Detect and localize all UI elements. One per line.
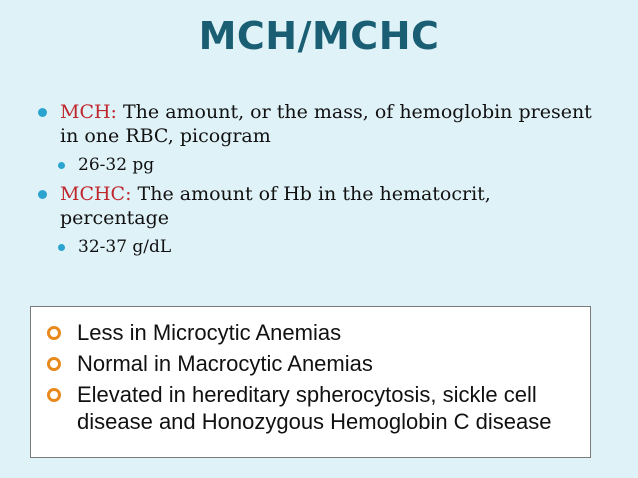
ring-bullet-icon	[47, 388, 61, 402]
box-item-text: Less in Microcytic Anemias	[77, 320, 342, 345]
bullet-text: The amount, or the mass, of hemoglobin present in one RBC, picogram	[60, 101, 592, 147]
bullet-dot-icon	[38, 108, 47, 117]
ring-bullet-icon	[47, 357, 61, 371]
bullet-term: MCH:	[60, 101, 117, 123]
bullet-text: The amount of Hb in the hematocrit, percentage	[60, 183, 491, 229]
box-item	[45, 350, 580, 377]
bullet-dot-icon	[38, 190, 47, 199]
box-item	[45, 319, 580, 346]
sub-bullet-text: 26-32 pg	[78, 155, 155, 175]
box-item	[45, 381, 580, 435]
sub-bullet-mchc-range	[58, 236, 598, 258]
sub-bullet-dot-icon	[58, 162, 65, 169]
box-item-text: Normal in Macrocytic Anemias	[77, 351, 373, 376]
slide-title: MCH/MCHC	[198, 14, 440, 58]
bullet-mch	[38, 100, 598, 148]
notes-box	[30, 306, 591, 458]
sub-bullet-text: 32-37 g/dL	[78, 237, 172, 257]
sub-bullet-dot-icon	[58, 244, 65, 251]
bullet-list	[38, 100, 598, 264]
bullet-term: MCHC:	[60, 183, 132, 205]
sub-bullet-mch-range	[58, 154, 598, 176]
ring-bullet-icon	[47, 326, 61, 340]
box-item-text: Elevated in hereditary spherocytosis, sickle cell disease and Honozygous Hemoglobin C disease	[77, 382, 552, 434]
bullet-mchc	[38, 182, 598, 230]
